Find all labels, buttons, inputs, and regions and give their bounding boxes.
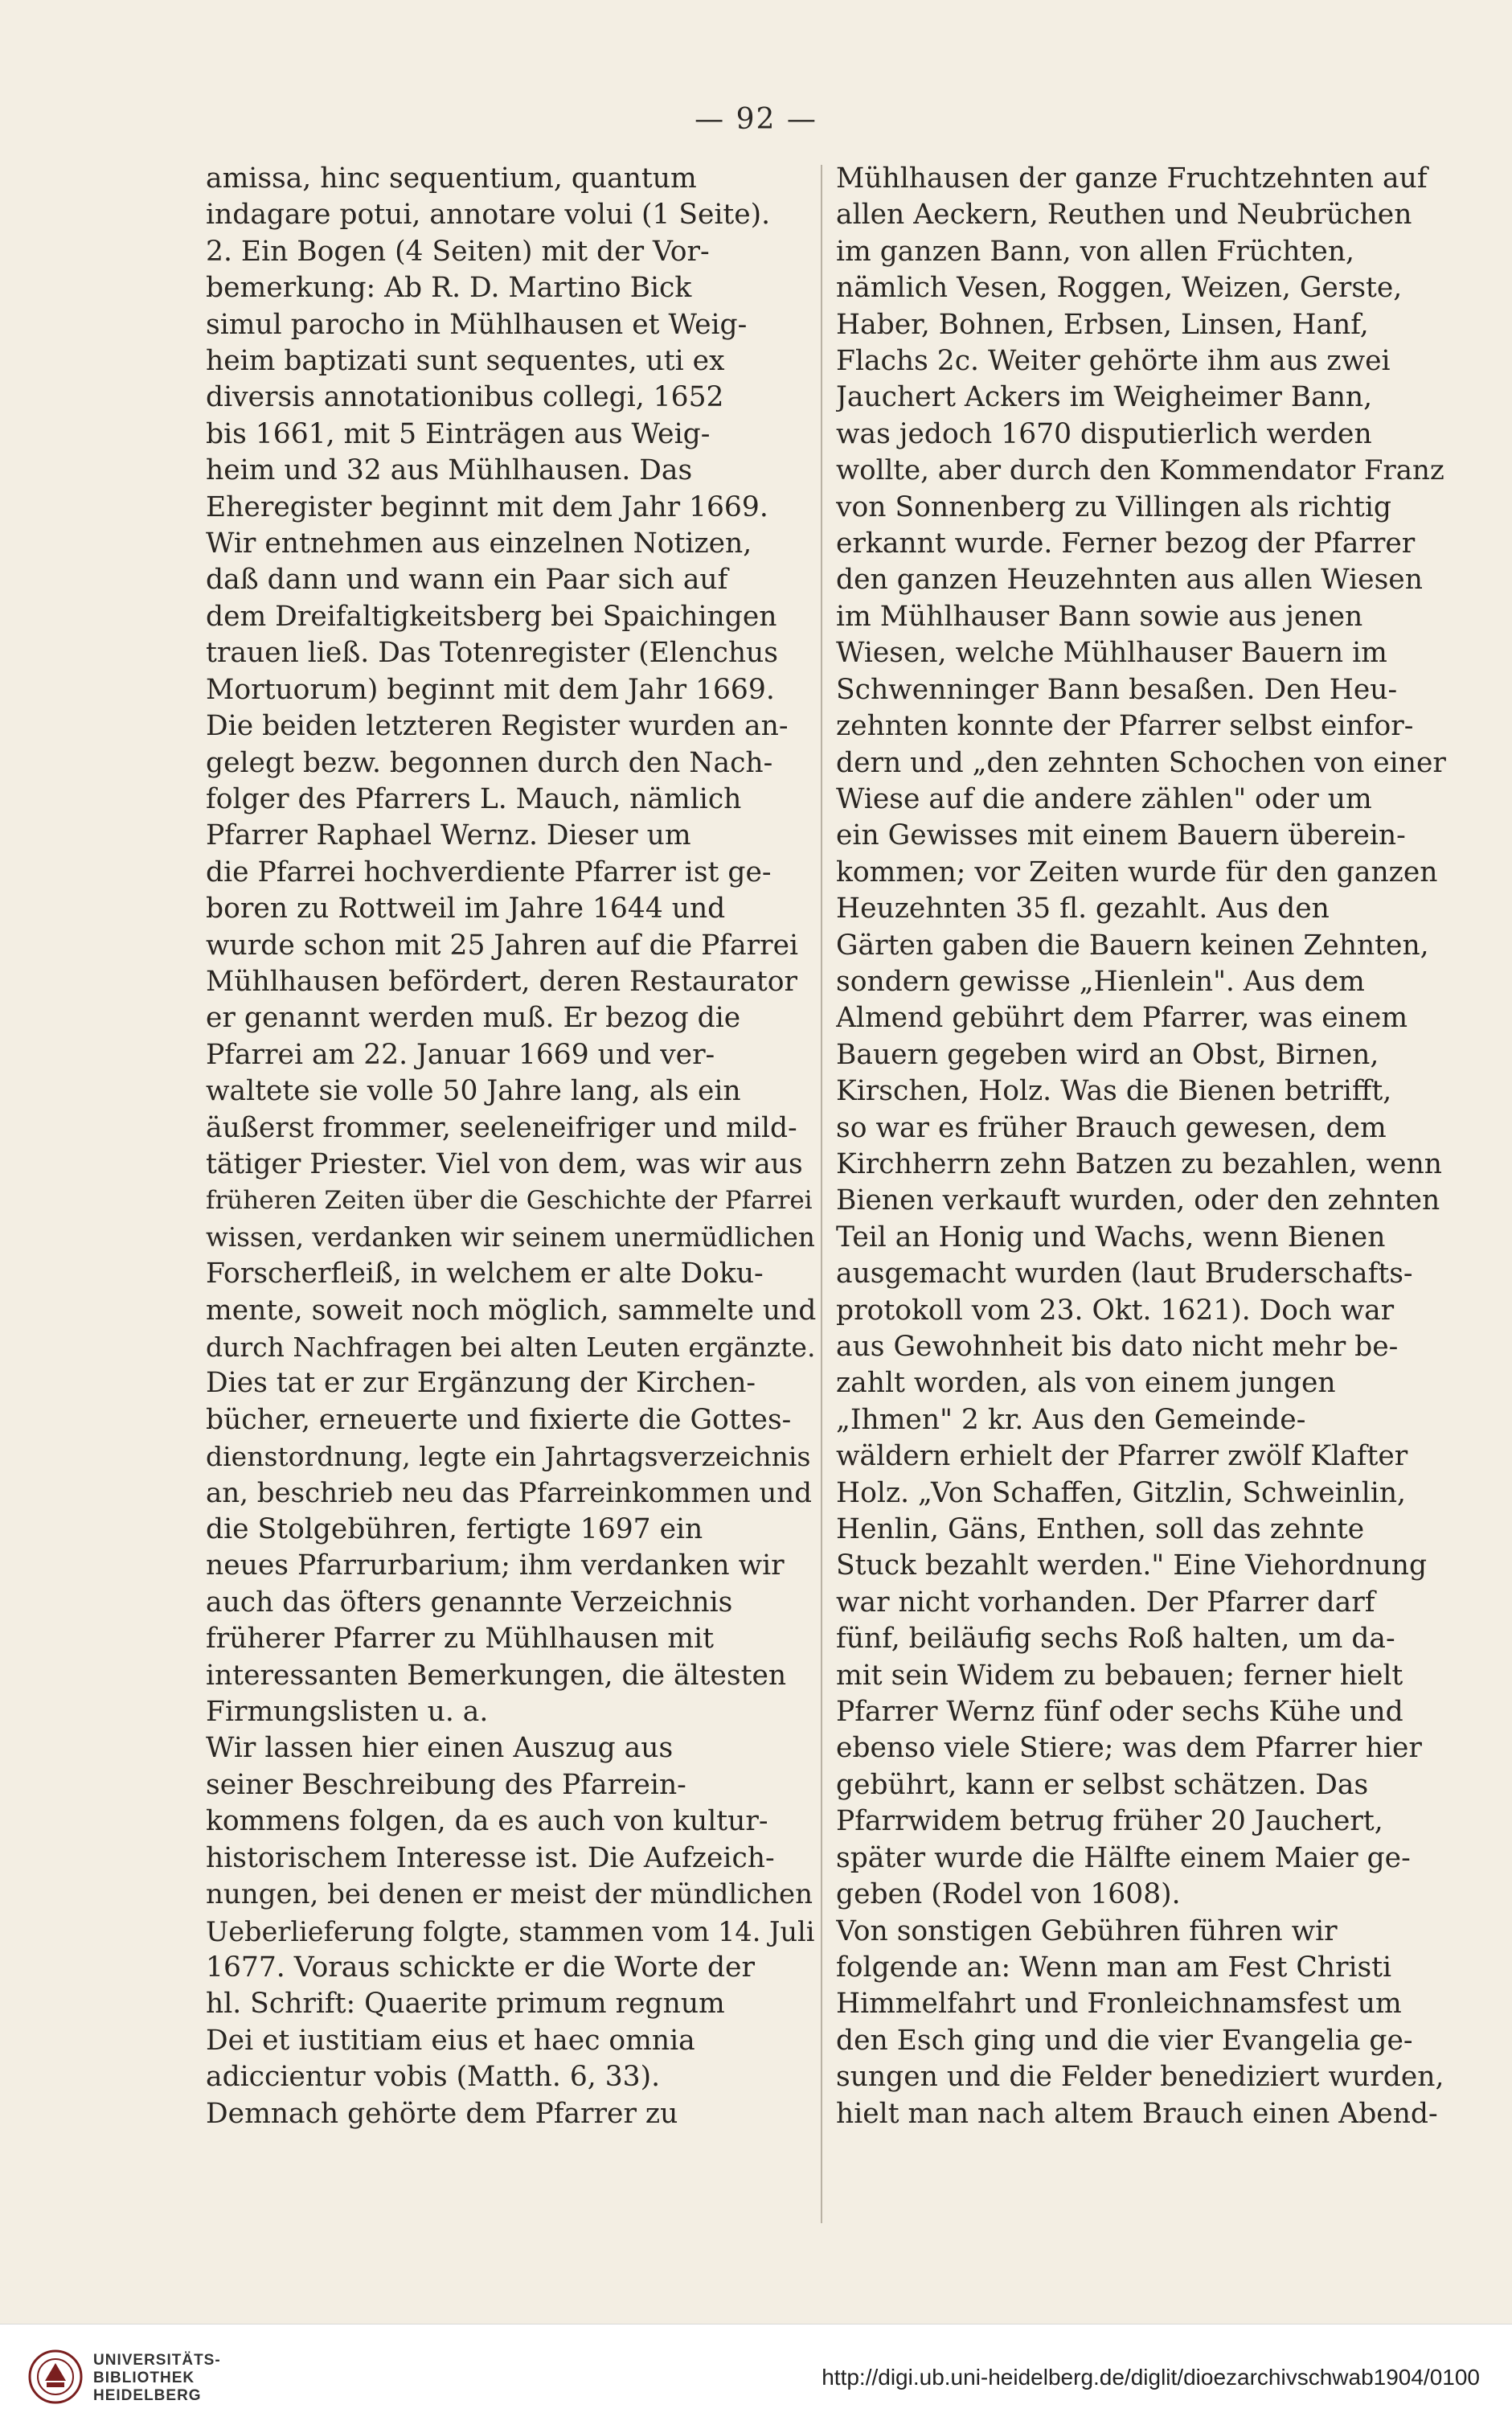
text-line: boren zu Rottweil im Jahre 1644 und <box>206 892 726 925</box>
text-line: im Mühlhauser Bann sowie aus jenen <box>836 600 1363 633</box>
text-line: Wiesen, welche Mühlhauser Bauern im <box>836 637 1387 670</box>
text-line: kommen; vor Zeiten wurde für den ganzen <box>836 856 1438 888</box>
institution-line: HEIDELBERG <box>93 2387 202 2404</box>
viewer-footer <box>0 2324 1512 2425</box>
university-logo-icon <box>27 2349 84 2405</box>
text-line: trauen ließ. Das Totenregister (Elenchus <box>206 637 778 670</box>
text-line: 2. Ein Bogen (4 Seiten) mit der Vor- <box>206 235 710 268</box>
text-line: Bienen verkauft wurden, oder den zehnten <box>836 1184 1440 1217</box>
text-line: Dei et iustitiam eius et haec omnia <box>206 2024 695 2057</box>
text-line: adiccientur vobis (Matth. 6, 33). <box>206 2061 661 2094</box>
text-line: ein Gewisses mit einem Bauern überein- <box>836 819 1406 852</box>
text-line: früherer Pfarrer zu Mühlhausen mit <box>206 1623 714 1656</box>
text-line: kommens folgen, da es auch von kultur- <box>206 1805 768 1838</box>
text-line: Himmelfahrt und Fronleichnamsfest um <box>836 1988 1402 2021</box>
text-line: folger des Pfarrers L. Mauch, nämlich <box>206 782 742 815</box>
text-line: hl. Schrift: Quaerite primum regnum <box>206 1988 725 2021</box>
text-line: Demnach gehörte dem Pfarrer zu <box>206 2097 678 2130</box>
text-line: geben (Rodel von 1608). <box>836 1878 1181 1911</box>
text-line: bemerkung: Ab R. D. Martino Bick <box>206 272 692 305</box>
institution-line: BIBLIOTHEK <box>93 2370 195 2386</box>
text-line: neues Pfarrurbarium; ihm verdanken wir <box>206 1549 785 1582</box>
text-line: gelegt bezw. begonnen durch den Nach- <box>206 746 773 779</box>
text-line: Jauchert Ackers im Weigheimer Bann, <box>836 381 1373 414</box>
text-line: wäldern erhielt der Pfarrer zwölf Klafter <box>836 1440 1408 1473</box>
text-line: von Sonnenberg zu Villingen als richtig <box>836 490 1392 523</box>
text-line: den Esch ging und die vier Evangelia ge- <box>836 2024 1413 2057</box>
text-line: Kirchherrn zehn Batzen zu bezahlen, wenn <box>836 1147 1443 1180</box>
text-line: später wurde die Hälfte einem Maier ge- <box>836 1841 1411 1874</box>
text-line: allen Aeckern, Reuthen und Neubrüchen <box>836 199 1412 232</box>
text-line: Henlin, Gäns, Enthen, soll das zehnte <box>836 1513 1365 1546</box>
text-line: dem Dreifaltigkeitsberg bei Spaichingen <box>206 600 777 633</box>
text-line: die Stolgebühren, fertigte 1697 ein <box>206 1513 703 1546</box>
text-line: zehnten konnte der Pfarrer selbst einfor- <box>836 710 1414 743</box>
text-line: erkannt wurde. Ferner bezog der Pfarrer <box>836 527 1416 560</box>
text-line: Gärten gaben die Bauern keinen Zehnten, <box>836 929 1429 962</box>
text-line: Flachs 2c. Weiter gehörte ihm aus zwei <box>836 345 1391 378</box>
text-line: Die beiden letzteren Register wurden an- <box>206 710 789 743</box>
text-line: dienstordnung, legte ein Jahrtagsverzeichnis <box>206 1441 811 1473</box>
text-line: bücher, erneuerte und fixierte die Gottes- <box>206 1403 792 1436</box>
text-line: Von sonstigen Gebühren führen wir <box>836 1914 1338 1947</box>
text-line: Dies tat er zur Ergänzung der Kirchen- <box>206 1367 756 1400</box>
text-line: folgende an: Wenn man am Fest Christi <box>836 1951 1392 1984</box>
text-line: aus Gewohnheit bis dato nicht mehr be- <box>836 1331 1399 1363</box>
text-line: was jedoch 1670 disputierlich werden <box>836 417 1372 450</box>
text-line: Forscherfleiß, in welchem er alte Doku- <box>206 1258 764 1290</box>
text-line: zahlt worden, als von einem jungen <box>836 1367 1336 1400</box>
text-line: „Ihmen" 2 kr. Aus den Gemeinde- <box>836 1403 1306 1436</box>
text-line: auch das öfters genannte Verzeichnis <box>206 1586 733 1619</box>
institution-line: UNIVERSITÄTS- <box>93 2352 221 2369</box>
text-line: protokoll vom 23. Okt. 1621). Doch war <box>836 1294 1395 1327</box>
text-line: daß dann und wann ein Paar sich auf <box>206 564 728 597</box>
text-line: nämlich Vesen, Roggen, Weizen, Gerste, <box>836 272 1403 305</box>
text-line: hielt man nach altem Brauch einen Abend- <box>836 2097 1438 2130</box>
text-line: Stuck bezahlt werden." Eine Viehordnung <box>836 1549 1428 1582</box>
text-line: historischem Interesse ist. Die Aufzeich- <box>206 1841 775 1874</box>
institution-name <box>93 2352 221 2405</box>
text-column-left <box>206 161 817 2132</box>
text-line: früheren Zeiten über die Geschichte der Pfarrei <box>206 1186 813 1216</box>
text-line: Mortuorum) beginnt mit dem Jahr 1669. <box>206 673 775 706</box>
text-line: Haber, Bohnen, Erbsen, Linsen, Hanf, <box>836 308 1369 341</box>
text-line: waltete sie volle 50 Jahre lang, als ein <box>206 1075 741 1108</box>
text-line: Heuzehnten 35 fl. gezahlt. Aus den <box>836 892 1330 925</box>
text-line: er genannt werden muß. Er bezog die <box>206 1002 741 1035</box>
text-line: dern und „den zehnten Schochen von einer <box>836 746 1446 779</box>
text-line: gebührt, kann er selbst schätzen. Das <box>836 1768 1369 1801</box>
text-line: die Pfarrei hochverdiente Pfarrer ist ge- <box>206 856 772 888</box>
page-number: — 92 — <box>695 103 817 136</box>
text-line: interessanten Bemerkungen, die ältesten <box>206 1659 787 1692</box>
text-line: äußerst frommer, seeleneifriger und mild- <box>206 1111 797 1144</box>
text-line: wissen, verdanken wir seinem unermüdlichen <box>206 1221 815 1253</box>
text-line: Wir entnehmen aus einzelnen Notizen, <box>206 527 752 560</box>
text-line: wurde schon mit 25 Jahren auf die Pfarrei <box>206 929 799 962</box>
text-line: fünf, beiläufig sechs Roß halten, um da- <box>836 1623 1395 1656</box>
text-line: heim baptizati sunt sequentes, uti ex <box>206 345 725 378</box>
text-line: Almend gebührt dem Pfarrer, was einem <box>836 1002 1408 1035</box>
text-line: so war es früher Brauch gewesen, dem <box>836 1111 1387 1144</box>
text-line: Bauern gegeben wird an Obst, Birnen, <box>836 1038 1379 1071</box>
text-line: Firmungslisten u. a. <box>206 1696 489 1729</box>
text-line: Ueberlieferung folgte, stammen vom 14. Juli <box>206 1915 815 1947</box>
text-line: Mühlhausen befördert, deren Restaurator <box>206 965 797 998</box>
text-line: wollte, aber durch den Kommendator Franz <box>836 454 1444 487</box>
text-line: sungen und die Felder benediziert wurden, <box>836 2061 1444 2094</box>
text-line: an, beschrieb neu das Pfarreinkommen und <box>206 1476 812 1509</box>
text-line: durch Nachfragen bei alten Leuten ergänzte. <box>206 1331 816 1363</box>
text-line: Teil an Honig und Wachs, wenn Bienen <box>836 1221 1386 1254</box>
column-divider <box>821 165 822 2223</box>
text-line: 1677. Voraus schickte er die Worte der <box>206 1951 755 1984</box>
text-line: tätiger Priester. Viel von dem, was wir aus <box>206 1147 803 1180</box>
text-line: Wiese auf die andere zählen" oder um <box>836 782 1372 815</box>
text-line: ausgemacht wurden (laut Bruderschafts- <box>836 1258 1413 1290</box>
text-line: amissa, hinc sequentium, quantum <box>206 162 697 195</box>
text-line: Pfarrei am 22. Januar 1669 und ver- <box>206 1038 715 1071</box>
text-line: nungen, bei denen er meist der mündlichen <box>206 1878 813 1911</box>
text-line: Schwenninger Bann besaßen. Den Heu- <box>836 673 1398 706</box>
text-line: diversis annotationibus collegi, 1652 <box>206 381 724 414</box>
text-line: Kirschen, Holz. Was die Bienen betrifft, <box>836 1075 1392 1108</box>
text-line: Mühlhausen der ganze Fruchtzehnten auf <box>836 162 1428 195</box>
text-line: Eheregister beginnt mit dem Jahr 1669. <box>206 490 768 523</box>
text-line: den ganzen Heuzehnten aus allen Wiesen <box>836 564 1423 597</box>
text-line: mente, soweit noch möglich, sammelte und <box>206 1294 817 1327</box>
text-line: Pfarrwidem betrug früher 20 Jauchert, <box>836 1805 1383 1838</box>
text-line: Pfarrer Raphael Wernz. Dieser um <box>206 819 691 852</box>
text-line: Wir lassen hier einen Auszug aus <box>206 1732 674 1765</box>
text-line: seiner Beschreibung des Pfarrein- <box>206 1768 686 1801</box>
text-line: heim und 32 aus Mühlhausen. Das <box>206 454 693 487</box>
text-line: im ganzen Bann, von allen Früchten, <box>836 235 1355 268</box>
text-line: simul parocho in Mühlhausen et Weig- <box>206 308 748 341</box>
text-line: indagare potui, annotare volui (1 Seite). <box>206 199 771 232</box>
permalink-url[interactable]: http://digi.ub.uni-heidelberg.de/diglit/dioezarchivschwab1904/0100 <box>822 2365 1480 2390</box>
text-line: war nicht vorhanden. Der Pfarrer darf <box>836 1586 1375 1619</box>
text-column-right <box>836 161 1447 2132</box>
text-line: bis 1661, mit 5 Einträgen aus Weig- <box>206 417 711 450</box>
text-line: mit sein Widem zu bebauen; ferner hielt <box>836 1659 1403 1692</box>
text-line: Holz. „Von Schaffen, Gitzlin, Schweinlin, <box>836 1476 1407 1509</box>
text-line: sondern gewisse „Hienlein". Aus dem <box>836 965 1365 998</box>
text-line: ebenso viele Stiere; was dem Pfarrer hier <box>836 1732 1422 1765</box>
text-line: Pfarrer Wernz fünf oder sechs Kühe und <box>836 1696 1403 1729</box>
